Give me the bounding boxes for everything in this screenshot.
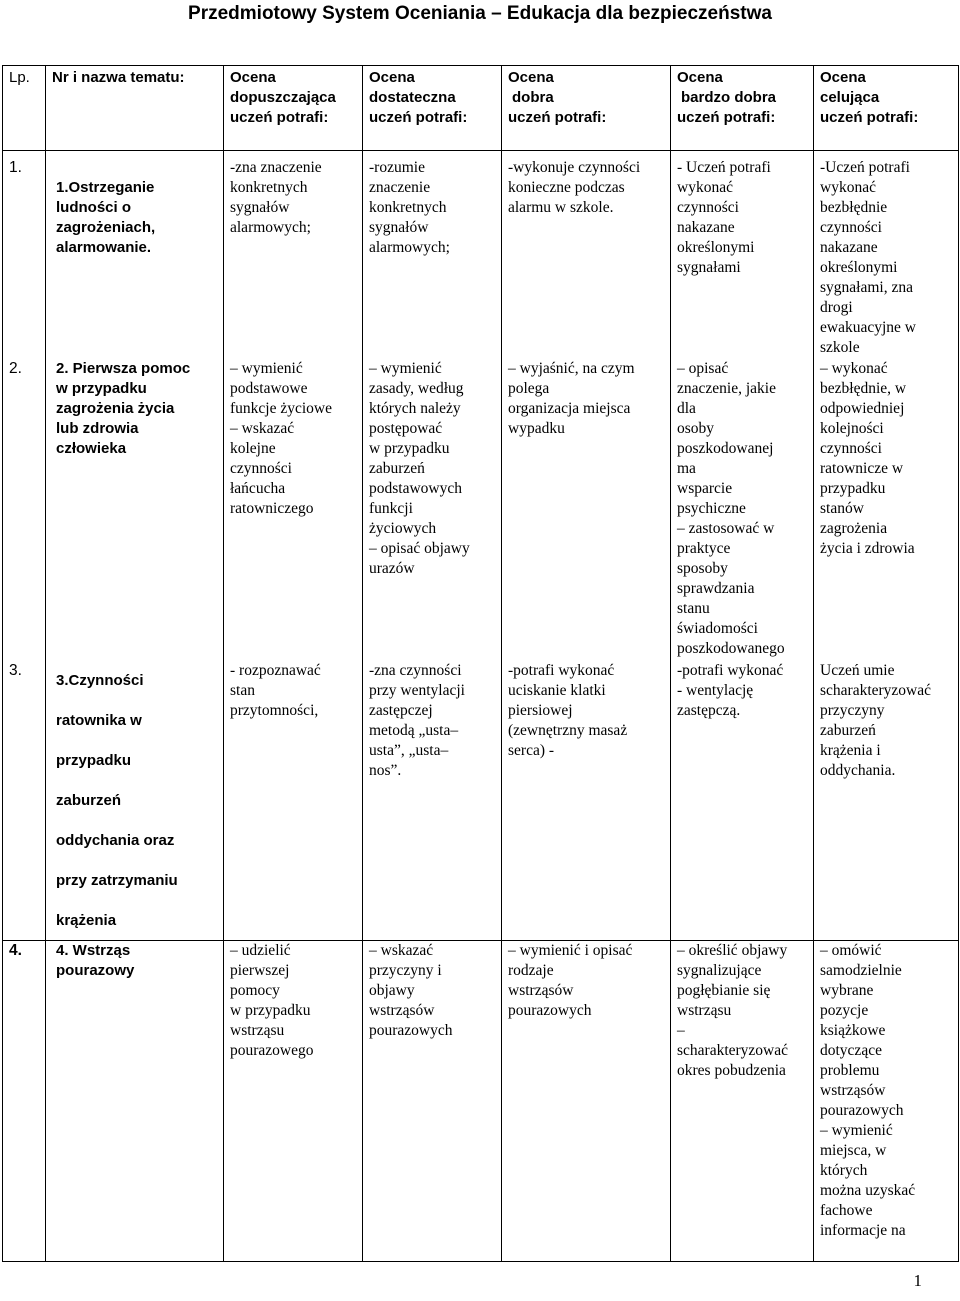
table-header-row xyxy=(3,66,959,151)
topic-2: 2. Pierwsza pomoc w przypadku zagrożenia życia lub zdrowia człowieka xyxy=(56,360,191,457)
topic-4: 4. Wstrząs pourazowy xyxy=(56,942,135,979)
dopuszczajaca-cell xyxy=(224,151,363,941)
header-grade-dobra: Ocena dobra uczeń potrafi: xyxy=(502,66,671,151)
topic-4-cell xyxy=(46,941,224,1262)
header-grade-dostateczna: Ocena dostateczna uczeń potrafi: xyxy=(363,66,502,151)
s2-bardzo-dobra: – opisać znaczenie, jakie dla osoby poszkodowanej ma wsparcie psychiczne – zastosować w praktyce sposoby sprawdzania stanu świadomości poszkodowanego xyxy=(677,360,785,657)
s4-celujaca: – omówić samodzielnie wybrane pozycje książkowe dotyczące problemu wstrząsów pourazowych – wymienić miejsca, w których można uzyskać fachowe informacje na xyxy=(814,941,959,1262)
lp-2: 2. xyxy=(9,360,22,377)
topic-cell xyxy=(46,151,224,941)
s4-bardzo-dobra: – określić objawy sygnalizujące pogłębianie się wstrząsu – scharakteryzować okres pobudzenia xyxy=(671,941,814,1262)
table-row-section-4 xyxy=(3,941,959,1262)
s1-celujaca: -Uczeń potrafi wykonać bezbłędnie czynności nakazane określonymi sygnałami, zna drogi ewakuacyjne w szkole xyxy=(820,159,916,356)
lp-cell xyxy=(3,151,46,941)
header-topic: Nr i nazwa tematu: xyxy=(46,66,224,151)
s2-celujaca: – wykonać bezbłędnie, w odpowiedniej kolejności czynności ratownicze w przypadku stanów zagrożenia życia i zdrowia xyxy=(820,360,915,557)
s3-dostateczna: -zna czynności przy wentylacji zastępczej metodą „usta– usta”, „usta– nos”. xyxy=(369,662,465,779)
topic-3: 3.Czynności ratownika w przypadku zaburzeń oddychania oraz przy zatrzymaniu krążenia xyxy=(56,672,178,929)
bardzo-dobra-cell xyxy=(671,151,814,941)
celujaca-cell xyxy=(814,151,959,941)
s1-dobra: -wykonuje czynności konieczne podczas alarmu w szkole. xyxy=(508,159,641,216)
s3-dobra: -potrafi wykonać uciskanie klatki piersiowej (zewnętrzny masaż serca) - xyxy=(508,662,628,759)
document-title: Przedmiotowy System Oceniania – Edukacja dla bezpieczeństwa xyxy=(188,3,772,24)
s2-dopuszczajaca: – wymienić podstawowe funkcje życiowe – wskazać kolejne czynności łańcucha ratowniczego xyxy=(230,360,332,517)
dostateczna-cell xyxy=(363,151,502,941)
s1-dostateczna: -rozumie znaczenie konkretnych sygnałów alarmowych; xyxy=(369,159,450,256)
s4-dopuszczajaca: – udzielić pierwszej pomocy w przypadku wstrząsu pourazowego xyxy=(224,941,363,1262)
s3-bardzo-dobra: -potrafi wykonać - wentylację zastępczą. xyxy=(677,662,784,719)
table-row-sections-1-3 xyxy=(3,151,959,941)
dobra-cell xyxy=(502,151,671,941)
header-lp: Lp. xyxy=(3,66,46,151)
s4-dobra: – wymienić i opisać rodzaje wstrząsów pourazowych xyxy=(502,941,671,1262)
s1-dopuszczajaca: -zna znaczenie konkretnych sygnałów alarmowych; xyxy=(230,159,322,236)
lp-3: 3. xyxy=(9,662,22,679)
s3-dopuszczajaca: - rozpoznawać stan przytomności, xyxy=(230,662,321,719)
header-grade-dopuszczajaca: Ocena dopuszczająca uczeń potrafi: xyxy=(224,66,363,151)
s4-dostateczna: – wskazać przyczyny i objawy wstrząsów pourazowych xyxy=(363,941,502,1262)
grading-table xyxy=(2,65,959,1262)
s2-dobra: – wyjaśnić, na czym polega organizacja miejsca wypadku xyxy=(508,360,635,437)
header-grade-bardzo-dobra: Ocena bardzo dobra uczeń potrafi: xyxy=(671,66,814,151)
s3-celujaca: Uczeń umie scharakteryzować przyczyny zaburzeń krążenia i oddychania. xyxy=(820,662,932,779)
lp-4-cell xyxy=(3,941,46,1262)
lp-4: 4. xyxy=(9,942,22,959)
lp-1: 1. xyxy=(9,159,22,176)
header-grade-celujaca: Ocena celująca uczeń potrafi: xyxy=(814,66,959,151)
s1-bardzo-dobra: - Uczeń potrafi wykonać czynności nakazane określonymi sygnałami xyxy=(677,159,771,276)
page-number: 1 xyxy=(913,1271,922,1290)
s2-dostateczna: – wymienić zasady, według których należy postępować w przypadku zaburzeń podstawowych funkcji życiowych – opisać objawy urazów xyxy=(369,360,470,577)
topic-1: 1.Ostrzeganie ludności o zagrożeniach, alarmowanie. xyxy=(56,179,156,256)
